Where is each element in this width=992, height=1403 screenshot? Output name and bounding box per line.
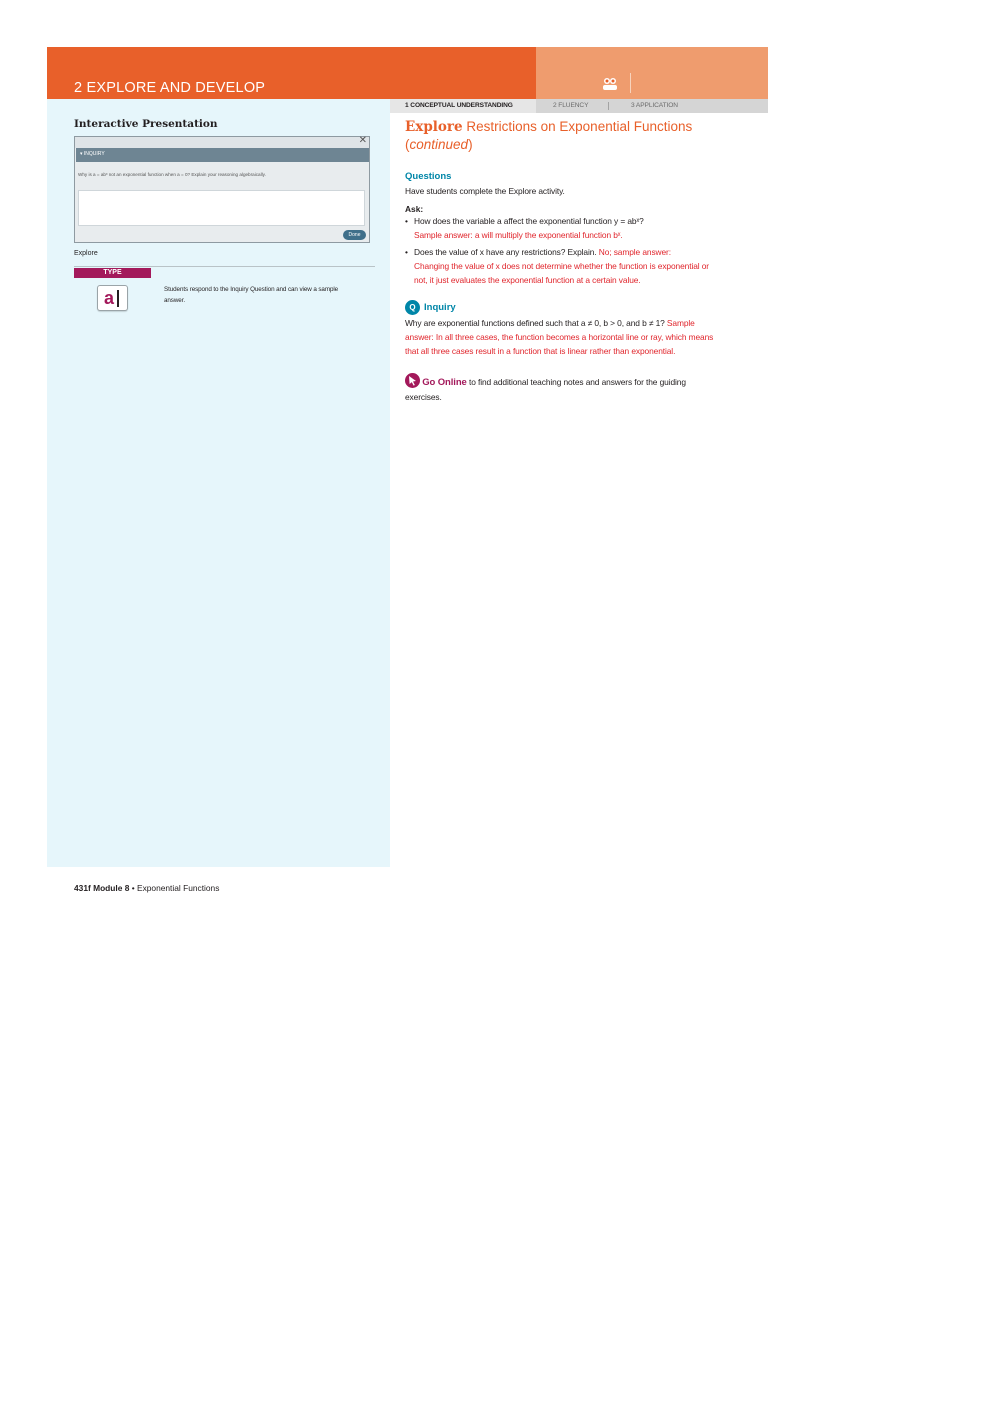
- ask-label: Ask:: [405, 204, 424, 214]
- question-1-text: How does the variable a affect the exponential function y = abˣ?: [414, 216, 644, 226]
- group-icon: [602, 77, 618, 91]
- inquiry-heading: [405, 300, 715, 315]
- inquiry-answer: Sample answer: In all three cases, the function becomes a horizontal line or ray, which means that all three cases result in a function that is linear rather than exponential.: [405, 318, 714, 356]
- interactive-presentation-panel: [47, 99, 390, 867]
- title-bold: Explore: [405, 119, 463, 135]
- cursor-click-icon: [405, 373, 420, 388]
- title-rest: Restrictions on Exponential Functions (: [405, 119, 693, 152]
- close-icon[interactable]: ✕: [358, 135, 367, 146]
- go-online-note: [405, 373, 715, 404]
- panel-heading: Interactive Presentation: [74, 118, 218, 130]
- module-label: Module 8: [93, 883, 130, 893]
- inquiry-body: [405, 316, 715, 358]
- type-icon-letter: a: [104, 288, 115, 308]
- type-text-icon: [97, 285, 128, 311]
- go-online-link[interactable]: Go Online: [422, 377, 467, 388]
- section-header: [47, 47, 536, 99]
- lesson-tabs: [390, 99, 768, 113]
- question-2-text: Does the value of x have any restrictions? Explain.: [414, 247, 597, 257]
- page-footer: [74, 883, 219, 893]
- text-cursor-icon: [117, 290, 119, 307]
- question-1-answer: Sample answer: a will multiply the exponential function bˣ.: [414, 230, 623, 240]
- screenshot-question: Why is a = abˣ not an exponential function when a = 0? Explain your reasoning algebraically.: [78, 172, 266, 177]
- footer-separator: •: [129, 883, 137, 893]
- tab-application[interactable]: 3 APPLICATION: [631, 102, 678, 109]
- divider: [74, 266, 375, 267]
- question-2-answer: Changing the value of x does not determine whether the function is exponential or not, it just evaluates the exponential function at a certain value.: [414, 261, 709, 285]
- question-2: [405, 245, 715, 287]
- inquiry-icon: Q: [405, 300, 420, 315]
- inquiry-label: ▾ INQUIRY: [80, 151, 105, 157]
- bullet: •: [405, 216, 408, 226]
- answer-input[interactable]: [78, 190, 365, 226]
- header-icon-area: [536, 47, 768, 99]
- section-title: 2 EXPLORE AND DEVELOP: [74, 80, 266, 96]
- tab-fluency[interactable]: 2 FLUENCY: [553, 102, 589, 109]
- page-number: 431f: [74, 883, 91, 893]
- explore-content: [405, 118, 715, 404]
- page-title: [405, 118, 715, 153]
- done-button[interactable]: Done: [343, 230, 366, 240]
- presentation-screenshot: [74, 136, 370, 243]
- question-2-answer-start: No; sample answer:: [596, 247, 671, 257]
- inquiry-heading-text: Inquiry: [424, 302, 456, 313]
- questions-heading: Questions: [405, 171, 452, 182]
- type-badge: TYPE: [74, 268, 151, 278]
- title-italic: continued: [409, 137, 469, 152]
- tab-conceptual-understanding[interactable]: 1 CONCEPTUAL UNDERSTANDING: [405, 102, 513, 109]
- questions-intro: Have students complete the Explore activity.: [405, 186, 565, 196]
- title-end: ): [468, 137, 473, 152]
- screenshot-titlebar: [75, 137, 369, 148]
- screenshot-caption: Explore: [74, 250, 98, 257]
- header-divider: [630, 73, 631, 93]
- bullet: •: [405, 247, 408, 257]
- go-online-text: to find additional teaching notes and answers for the guiding exercises.: [405, 377, 686, 402]
- type-description: Students respond to the Inquiry Question and can view a sample answer.: [164, 286, 339, 304]
- question-1: [405, 214, 715, 242]
- tab-divider: [608, 102, 609, 110]
- module-topic: Exponential Functions: [136, 883, 220, 893]
- screenshot-inquiry-header: [76, 148, 369, 162]
- inquiry-question: Why are exponential functions defined such that a ≠ 0, b > 0, and b ≠ 1?: [405, 318, 665, 328]
